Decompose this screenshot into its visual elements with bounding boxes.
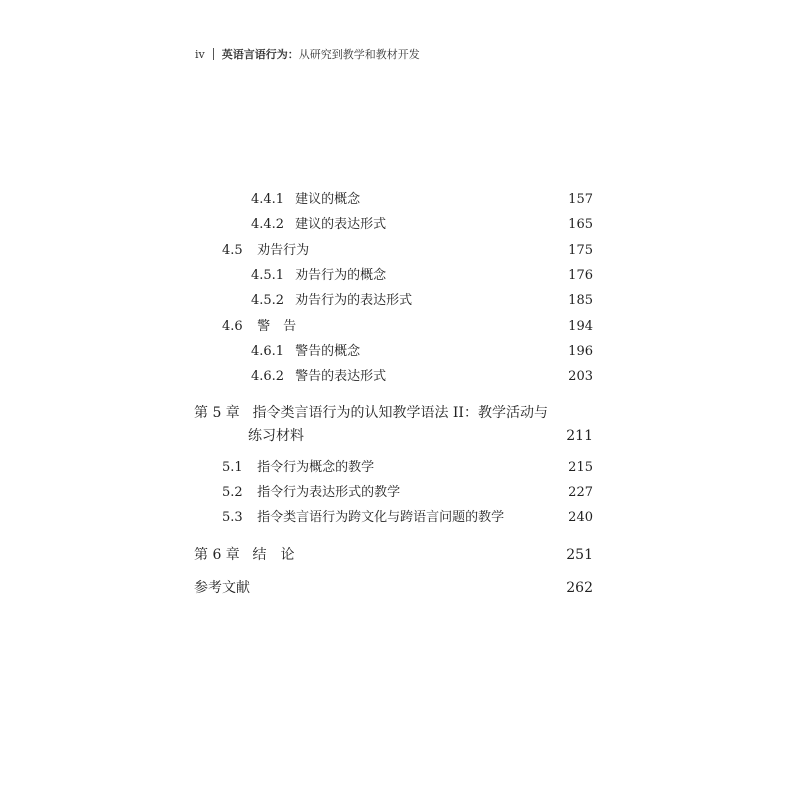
- toc-entry-title: 建议的表达形式: [295, 217, 387, 232]
- toc-entry[interactable]: [251, 369, 386, 385]
- toc-entry-number: 4.4.1: [251, 192, 285, 207]
- header-book-subtitle: 从研究到教学和教材开发: [298, 48, 420, 61]
- toc-entry[interactable]: [222, 485, 400, 501]
- toc-chapter-number: 第 6 章: [194, 547, 240, 563]
- toc-chapter-page: 251: [566, 547, 593, 563]
- toc-entry-page: 227: [568, 485, 593, 500]
- toc-entry-page: 165: [568, 217, 593, 232]
- toc-entry-number: 4.4.2: [251, 217, 285, 232]
- toc-references-page: 262: [566, 580, 593, 596]
- toc-entry-page: 185: [568, 293, 593, 308]
- toc-chapter-entry[interactable]: [194, 546, 294, 564]
- toc-entry[interactable]: [251, 192, 360, 208]
- toc-chapter-continuation[interactable]: [248, 427, 304, 445]
- toc-entry-title: 指令类言语行为跨文化与跨语言问题的教学: [257, 510, 505, 525]
- toc-references-title: 参考文献: [194, 580, 250, 596]
- toc-entry-title: 劝告行为的概念: [295, 268, 387, 283]
- toc-chapter-title: 结 论: [252, 547, 295, 563]
- toc-entry[interactable]: [222, 243, 309, 259]
- toc-entry[interactable]: [222, 460, 374, 476]
- toc-entry-page: 196: [568, 344, 593, 359]
- header-book-title: 英语言语行为：: [221, 48, 299, 61]
- toc-entry-number: 4.5.1: [251, 268, 285, 283]
- toc-entry-title: 劝告行为: [257, 243, 310, 258]
- toc-entry-number: 4.6.2: [251, 369, 285, 384]
- toc-entry-title: 指令行为表达形式的教学: [257, 485, 401, 500]
- toc-entry-title: 警 告: [257, 319, 297, 334]
- header-divider: [213, 48, 214, 60]
- toc-entry-number: 4.6.1: [251, 344, 285, 359]
- toc-chapter-number: 第 5 章: [194, 405, 240, 421]
- toc-entry-title: 警告的表达形式: [295, 369, 387, 384]
- toc-entry-title: 建议的概念: [295, 192, 361, 207]
- toc-entry-page: 194: [568, 319, 593, 334]
- toc-entry-title: 指令行为概念的教学: [257, 460, 375, 475]
- toc-chapter-page: 211: [566, 428, 593, 444]
- toc-entry-page: 215: [568, 460, 593, 475]
- toc-entry-title: 劝告行为的表达形式: [295, 293, 413, 308]
- toc-entry-number: 4.5: [222, 243, 243, 258]
- toc-entry[interactable]: [222, 319, 296, 335]
- toc-entry-number: 5.3: [222, 510, 243, 525]
- toc-references-entry[interactable]: [194, 579, 250, 597]
- toc-entry-number: 5.1: [222, 460, 243, 475]
- running-header: [195, 46, 420, 62]
- toc-entry[interactable]: [251, 217, 386, 233]
- toc-entry-number: 5.2: [222, 485, 243, 500]
- toc-chapter-entry[interactable]: [194, 404, 548, 422]
- header-page-number: iv: [195, 47, 205, 61]
- toc-entry-page: 176: [568, 268, 593, 283]
- toc-chapter-title-cont: 练习材料: [248, 428, 304, 444]
- toc-entry-title: 警告的概念: [295, 344, 361, 359]
- toc-entry[interactable]: [251, 293, 412, 309]
- toc-entry-page: 175: [568, 243, 593, 258]
- toc-entry-page: 203: [568, 369, 593, 384]
- toc-entry[interactable]: [222, 510, 504, 526]
- toc-entry[interactable]: [251, 344, 360, 360]
- toc-entry-page: 157: [568, 192, 593, 207]
- toc-entry-number: 4.6: [222, 319, 243, 334]
- toc-entry[interactable]: [251, 268, 386, 284]
- toc-entry-number: 4.5.2: [251, 293, 285, 308]
- toc-entry-page: 240: [568, 510, 593, 525]
- toc-chapter-title: 指令类言语行为的认知教学语法 II：教学活动与: [252, 405, 548, 421]
